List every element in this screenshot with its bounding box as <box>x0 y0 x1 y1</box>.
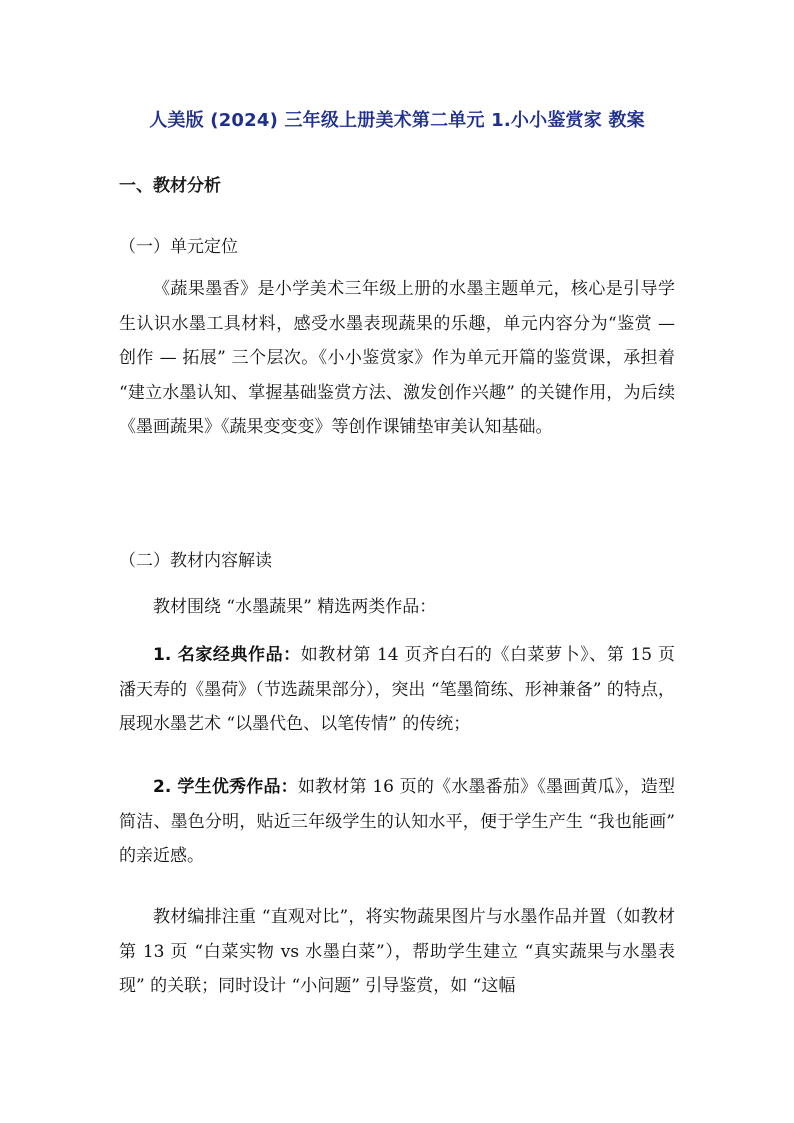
section-heading-textbook-analysis: 一、教材分析 <box>119 176 221 196</box>
paragraph-content-closing: 教材编排注重 “直观对比”，将实物蔬果图片与水墨作品并置（如教材第 13 页 “白菜实物 vs 水墨白菜”），帮助学生建立 “真实蔬果与水墨表现” 的关联；同时设计 “小问题” 引导鉴赏，如 “这幅 <box>119 907 675 996</box>
list-item-label: 2. 学生优秀作品： <box>153 777 298 797</box>
list-item-text: 如教材第 14 页齐白石的《白菜萝卜》、第 15 页潘天寿的《墨荷》（节选蔬果部分），突出 “笔墨简练、形神兼备” 的特点，展现水墨艺术 “以墨代色、以笔传情” 的传统； <box>119 645 675 734</box>
paragraph-content-intro: 教材围绕 “水墨蔬果” 精选两类作品： <box>153 597 437 617</box>
list-item-student-works <box>119 770 675 874</box>
document-title: 人美版 (2024) 三年级上册美术第二单元 1.小小鉴赏家 教案 <box>149 110 645 131</box>
paragraph-unit-positioning: 《蔬果墨香》是小学美术三年级上册的水墨主题单元，核心是引导学生认识水墨工具材料，感受水墨表现蔬果的乐趣，单元内容分为“鉴赏 — 创作 — 拓展” 三个层次。《小小鉴赏家》作为单元开篇的鉴赏课，承担着 “建立水墨认知、掌握基础鉴赏方法、激发创作兴趣” 的关键作用，为后续《墨画蔬果》《蔬果变变变》等创作课铺垫审美认知基础。 <box>119 279 675 437</box>
list-item-text: 如教材第 16 页的《水墨番茄》《墨画黄瓜》，造型简洁、墨色分明，贴近三年级学生的认知水平，便于学生产生 “我也能画” 的亲近感。 <box>119 777 675 866</box>
list-item-master-works <box>119 638 675 742</box>
subsection-heading-content-interpretation: （二）教材内容解读 <box>119 551 272 571</box>
subsection-heading-unit-positioning: （一）单元定位 <box>119 237 238 257</box>
list-item-label: 1. 名家经典作品： <box>153 645 301 665</box>
